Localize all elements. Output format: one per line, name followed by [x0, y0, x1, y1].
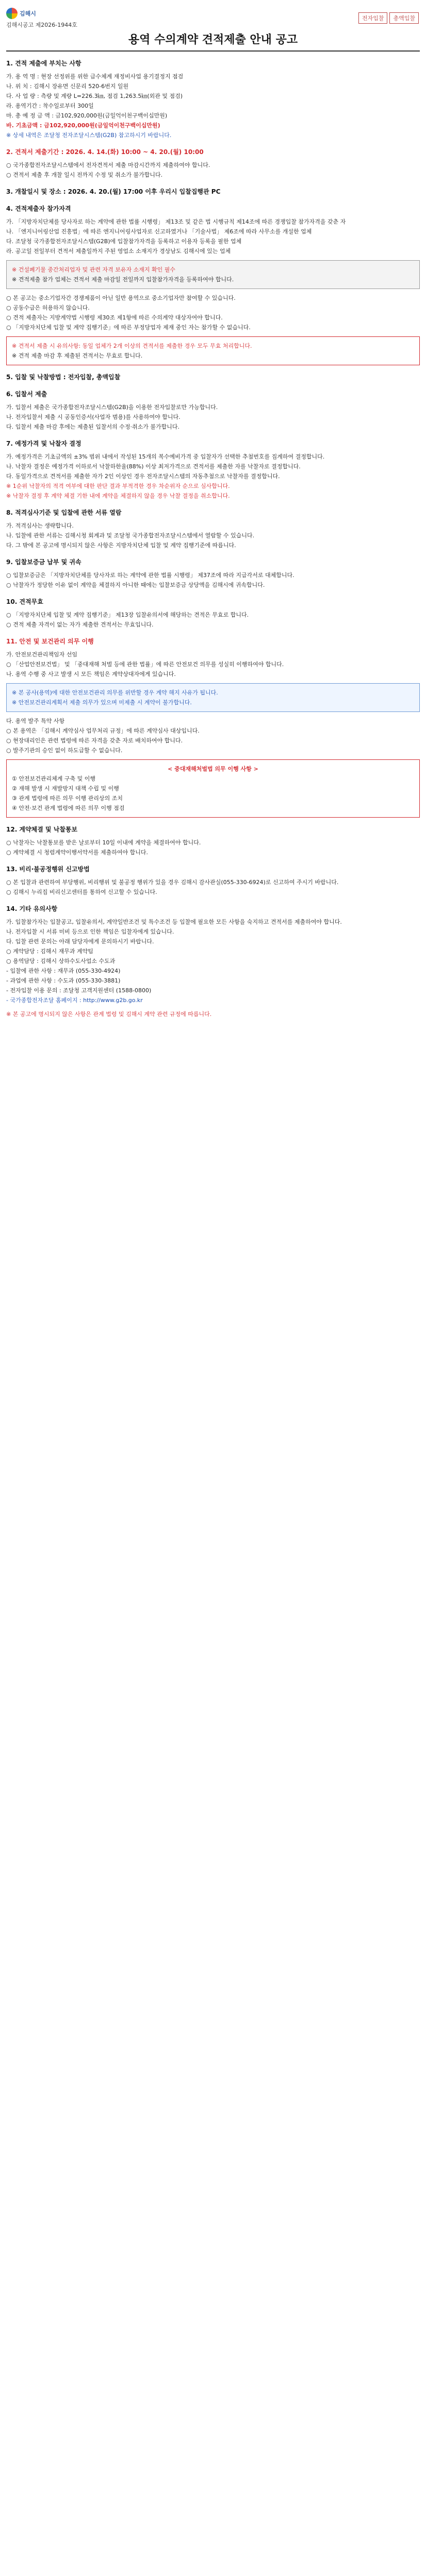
section-line: ○ 낙찰자가 정당한 이유 없이 계약을 체결하지 아니한 때에는 입찰보증금 상당액을 김해시에 귀속합니다. — [6, 582, 265, 588]
section-line: 가. 용 역 명 : 현장 선정위를 위한 급수체계 재정비사업 용기결정지 점검 — [6, 73, 184, 80]
section-note: ○ 계약담당 : 김해시 재무과 계약팀 — [6, 948, 93, 955]
notebox-line: ※ 견적제출 참가 업체는 견적서 제출 마감일 전일까지 입찰참가자격을 등록하여야 합니다. — [12, 276, 234, 283]
section-title: 9. 입찰보증금 납부 및 귀속 — [6, 558, 81, 566]
g2b-link[interactable]: - 국가종합전자조달 홈페이지 : http://www.g2b.go.kr — [6, 997, 143, 1004]
section-line: ○ 현장대리인은 관련 법령에 따른 자격을 갖춘 자로 배치하여야 합니다. — [6, 737, 183, 744]
section-line: 나. 「엔지니어링산업 진흥법」에 따른 엔지니어링사업자로 신고하였거나 「기술사법」 제6조에 따라 사무소를 개설한 업체 — [6, 228, 312, 235]
section-10 — [6, 597, 420, 630]
section-title: 11. 안전 및 보건관리 의무 이행 — [6, 638, 94, 645]
section-title: 5. 입찰 및 낙찰방법 : 전자입찰, 총액입찰 — [6, 374, 121, 381]
section-line: ○ 발주기관의 승인 없이 하도급할 수 없습니다. — [6, 747, 123, 754]
section-3 — [6, 187, 420, 197]
section-note: ※ 상세 내역은 조달청 전자조달시스템(G2B) 참고하시기 바랍니다. — [6, 132, 172, 139]
section-note: ※ 1순위 낙찰자의 적격 여부에 대한 판단 결과 부적격한 경우 차순위자 순으로 심사합니다. — [6, 483, 230, 489]
box-heading: < 중대재해처벌법 의무 이행 사항 > — [168, 766, 258, 772]
page-title: 용역 수의계약 견적제출 안내 공고 — [128, 33, 298, 46]
notice-number: 김해시공고 제2026-1944호 — [6, 22, 77, 28]
section-line: 라. 용역기간 : 착수일로부터 300일 — [6, 103, 94, 109]
section-9 — [6, 557, 420, 590]
section-note: ※ 낙찰자 결정 후 계약 체결 기한 내에 계약을 체결하지 않을 경우 낙찰 결정을 취소합니다. — [6, 493, 230, 499]
bid-type-tags — [358, 12, 419, 24]
box-item: ③ 관계 법령에 따른 의무 이행 관리상의 조치 — [12, 795, 123, 802]
section-13 — [6, 865, 420, 897]
section-title: 8. 적격심사기준 및 입찰에 관한 서류 열람 — [6, 509, 122, 516]
section-7 — [6, 439, 420, 501]
box-item: ④ 안전·보건 관계 법령에 따른 의무 이행 점검 — [12, 805, 125, 811]
section-line: 다. 입찰 관련 문의는 아래 담당자에게 문의하시기 바랍니다. — [6, 938, 154, 945]
section-title: 13. 비리·불공정행위 신고방법 — [6, 866, 90, 873]
tag-electronic-bid: 전자입찰 — [358, 12, 388, 24]
section-line: 가. 「지방자치단체를 당사자로 하는 계약에 관한 법률 시행령」 제13조 및 같은 법 시행규칙 제14조에 따른 경쟁입찰 참가자격을 갖춘 자 — [6, 218, 346, 225]
section-line: ○ 공동수급은 허용하지 않습니다. — [6, 304, 90, 311]
section-line: ○ 계약체결 시 청렴계약이행서약서를 제출하여야 합니다. — [6, 849, 148, 856]
section-line: 다. 사 업 량 : 측량 및 계량 L=226.3㎞, 점검 1,263.5㎞(외관 및 점검) — [6, 93, 183, 99]
section-line: 가. 입찰서 제출은 국가종합전자조달시스템(G2B)을 이용한 전자입찰로만 가능합니다. — [6, 404, 218, 411]
section-line: 다. 동일가격으로 견적서를 제출한 자가 2인 이상인 경우 전자조달시스템의 자동추첨으로 낙찰자를 결정합니다. — [6, 473, 280, 480]
gimhae-logo — [6, 6, 64, 21]
section-title: 7. 예정가격 및 낙찰자 결정 — [6, 440, 81, 447]
final-note: ※ 본 공고에 명시되지 않은 사항은 관계 법령 및 김해시 계약 관련 규정에 따릅니다. — [6, 1011, 212, 1018]
section-title: 1. 견적 제출에 부치는 사항 — [6, 60, 81, 67]
section-line: ○ 김해시 누리집 비리신고센터를 통하여 신고할 수 있습니다. — [6, 889, 157, 895]
section-line: ○ 견적 제출 자격이 없는 자가 제출한 견적서는 무효입니다. — [6, 621, 154, 628]
section-title: 14. 기타 유의사항 — [6, 905, 58, 912]
section-line: 가. 입찰참가자는 입찰공고, 입찰유의서, 계약일반조건 및 특수조건 등 입찰에 필요한 모든 사항을 숙지하고 견적서를 제출하여야 합니다. — [6, 919, 342, 925]
section-note: ○ 용역담당 : 김해시 상하수도사업소 수도과 — [6, 958, 116, 964]
section-2 — [6, 147, 420, 180]
section-line: 가. 적격심사는 생략합니다. — [6, 522, 74, 529]
section-4 — [6, 204, 420, 365]
base-amount-line: 바. 기초금액 : 금102,920,000원(금일억이천구백이십만원) — [6, 122, 160, 129]
section-line: ○ 낙찰자는 낙찰통보를 받은 날로부터 10일 이내에 계약을 체결하여야 합니다. — [6, 839, 201, 846]
eligibility-notebox — [6, 260, 420, 289]
section-1 — [6, 59, 420, 140]
section-line: 다. 입찰서 제출 마감 후에는 제출된 입찰서의 수정·취소가 불가합니다. — [6, 423, 179, 430]
section-title: 3. 개찰일시 및 장소 : 2026. 4. 20.(월) 17:00 이후 우리시 입찰집행관 PC — [6, 188, 221, 195]
section-line: 나. 용역 수행 중 사고 발생 시 모든 책임은 계약상대자에게 있습니다. — [6, 671, 176, 677]
section-line: 다. 그 밖에 본 공고에 명시되지 않은 사항은 지방자치단체 입찰 및 계약 집행기준에 따릅니다. — [6, 542, 236, 549]
section-line: 라. 공고일 전일부터 견적서 제출일까지 주된 영업소 소재지가 경상남도 김해시에 있는 업체 — [6, 248, 231, 255]
section-line: ○ 입찰보증금은 「지방자치단체를 당사자로 하는 계약에 관한 법률 시행령」 제37조에 따라 지급각서로 대체합니다. — [6, 572, 294, 579]
section-line: ○ 「지방자치단체 입찰 및 계약 집행기준」 제13장 입찰유의서에 해당하는 견적은 무효로 합니다. — [6, 612, 249, 618]
warning-box — [6, 336, 420, 365]
section-8 — [6, 508, 420, 550]
section-line: 나. 입찰에 관한 서류는 김해시청 회계과 및 조달청 국가종합전자조달시스템에서 열람할 수 있습니다. — [6, 532, 255, 539]
contact-line: - 전자입찰 이용 문의 : 조달청 고객지원센터 (1588-0800) — [6, 987, 152, 994]
safety-notice-box — [6, 683, 420, 712]
section-line: ○ 견적 제출자는 지방계약법 시행령 제30조 제1항에 따른 수의계약 대상자여야 합니다. — [6, 314, 223, 321]
notebox-line: ※ 건설폐기물 중간처리업자 및 관련 자격 보유자 소재지 확인 필수 — [12, 266, 175, 273]
section-title: 2. 견적서 제출기간 : 2026. 4. 14.(화) 10:00 ~ 4. 20.(월) 10:00 — [6, 148, 204, 156]
contact-line: - 과업에 관한 사항 : 수도과 (055-330-3881) — [6, 977, 121, 984]
title-divider — [6, 50, 420, 52]
section-5 — [6, 372, 420, 382]
section-line: 다. 용역 발주 특약 사항 — [6, 718, 65, 724]
bluebox-line: ※ 본 공사(용역)에 대한 안전보건관리 의무를 위반할 경우 계약 해지 사유가 됩니다. — [12, 689, 218, 696]
notice-body — [6, 57, 420, 1026]
section-title: 10. 견적무효 — [6, 598, 43, 605]
warning-line: ※ 견적 제출 마감 후 제출된 견적서는 무효로 합니다. — [12, 352, 143, 359]
box-item: ① 안전보건관리체계 구축 및 이행 — [12, 775, 95, 782]
section-line: ○ 본 용역은 「김해시 계약심사 업무처리 규정」에 따른 계약심사 대상입니다. — [6, 727, 200, 734]
section-line: 마. 총 예 정 금 액 : 금102,920,000원(금일억이천구백이십만원) — [6, 112, 168, 119]
section-14 — [6, 904, 420, 1019]
section-line: ○ 본 입찰과 관련하여 부당행위, 비리행위 및 불공정 행위가 있을 경우 김해시 감사관실(055-330-6924)로 신고하여 주시기 바랍니다. — [6, 879, 339, 886]
section-11 — [6, 637, 420, 818]
section-line: 다. 조달청 국가종합전자조달시스템(G2B)에 입찰참가자격을 등록하고 이용자 등록을 필한 업체 — [6, 238, 242, 245]
logo-label: 김해시 — [20, 10, 36, 17]
section-line: 가. 안전보건관리책임자 선임 — [6, 651, 78, 658]
section-line: 나. 전자입찰 시 서류 미비 등으로 인한 책임은 입찰자에게 있습니다. — [6, 928, 174, 935]
section-line: ○ 본 공고는 중소기업자간 경쟁제품이 아닌 일반 용역으로 중소기업자만 참여할 수 있습니다. — [6, 295, 236, 301]
section-line: ○ 국가종합전자조달시스템에서 전자견적서 제출 마감시간까지 제출하여야 합니다. — [6, 162, 210, 168]
section-line: 나. 낙찰자 결정은 예정가격 이하로서 낙찰하한율(88%) 이상 최저가격으로 견적서를 제출한 자를 낙찰자로 결정합니다. — [6, 463, 301, 470]
serious-accident-box — [6, 759, 420, 818]
tag-lumpsum-bid: 총액입찰 — [389, 12, 419, 24]
city-emblem-icon — [6, 8, 18, 19]
contact-line: - 입찰에 관한 사항 : 재무과 (055-330-4924) — [6, 968, 121, 974]
box-item: ② 재해 발생 시 재발방지 대책 수립 및 이행 — [12, 785, 119, 792]
section-line: ○ 「산업안전보건법」 및 「중대재해 처벌 등에 관한 법률」에 따른 안전보건 의무를 성실히 이행하여야 합니다. — [6, 661, 284, 668]
section-6 — [6, 389, 420, 432]
section-line: 가. 예정가격은 기초금액의 ±3% 범위 내에서 작성된 15개의 복수예비가격 중 입찰자가 선택한 추첨번호를 집계하여 결정합니다. — [6, 453, 325, 460]
warning-line: ※ 견적서 제출 시 유의사항: 동일 업체가 2개 이상의 견적서를 제출한 경우 모두 무효 처리합니다. — [12, 343, 252, 349]
section-line: 나. 위 치 : 김해시 장유면 신문리 520-6번지 일원 — [6, 83, 129, 90]
section-title: 6. 입찰서 제출 — [6, 391, 47, 398]
section-line: 나. 전자입찰서 제출 시 공동인증서(사업자 범용)를 사용하여야 합니다. — [6, 414, 181, 420]
section-line: ○ 「지방자치단체 입찰 및 계약 집행기준」에 따른 부정당업자 제재 중인 자는 참가할 수 없습니다. — [6, 324, 251, 331]
section-title: 12. 계약체결 및 낙찰통보 — [6, 826, 78, 833]
section-12 — [6, 825, 420, 857]
bluebox-line: ※ 안전보건관리계획서 제출 의무가 있으며 미제출 시 계약이 불가합니다. — [12, 699, 192, 706]
section-title: 4. 견적제출자 참가자격 — [6, 205, 71, 212]
section-line: ○ 견적서 제출 후 개찰 일시 전까지 수정 및 취소가 불가합니다. — [6, 172, 163, 178]
